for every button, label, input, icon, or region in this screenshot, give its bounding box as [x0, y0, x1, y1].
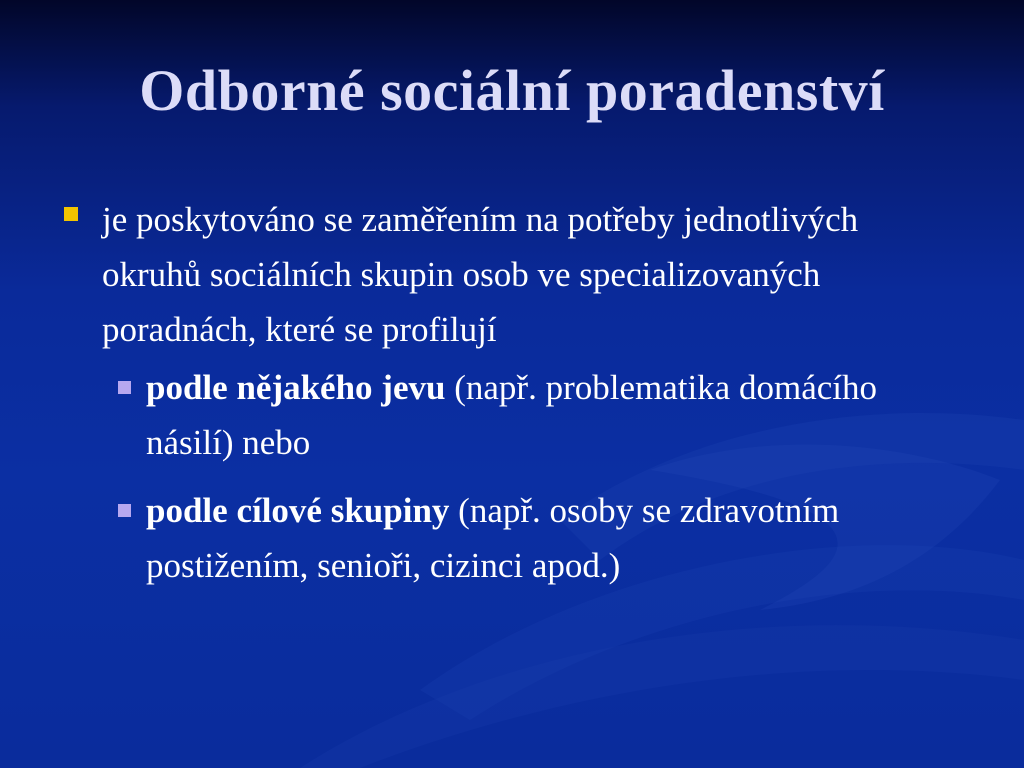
sub-bullet-text: (např. osoby se zdravotním postižením, senioři, cizinci apod.)	[146, 491, 840, 585]
sub-bullet-item	[146, 483, 936, 593]
bullet-square-icon	[64, 207, 78, 221]
sub-bullet-text: (např. problematika domácího násilí) nebo	[146, 368, 877, 462]
slide-title: Odborné sociální poradenství	[139, 58, 885, 123]
sub-bullet-bold-text: podle nějakého jevu	[146, 368, 446, 407]
bullet-text: je poskytováno se zaměřením na potřeby jednotlivých okruhů sociálních skupin osob ve specializovaných poradnách, které se profilují	[102, 200, 859, 349]
sub-bullet-item	[146, 360, 936, 470]
sub-bullet-square-icon	[118, 381, 131, 394]
sub-bullet-bold-text: podle cílové skupiny	[146, 491, 450, 530]
sub-bullet-square-icon	[118, 504, 131, 517]
